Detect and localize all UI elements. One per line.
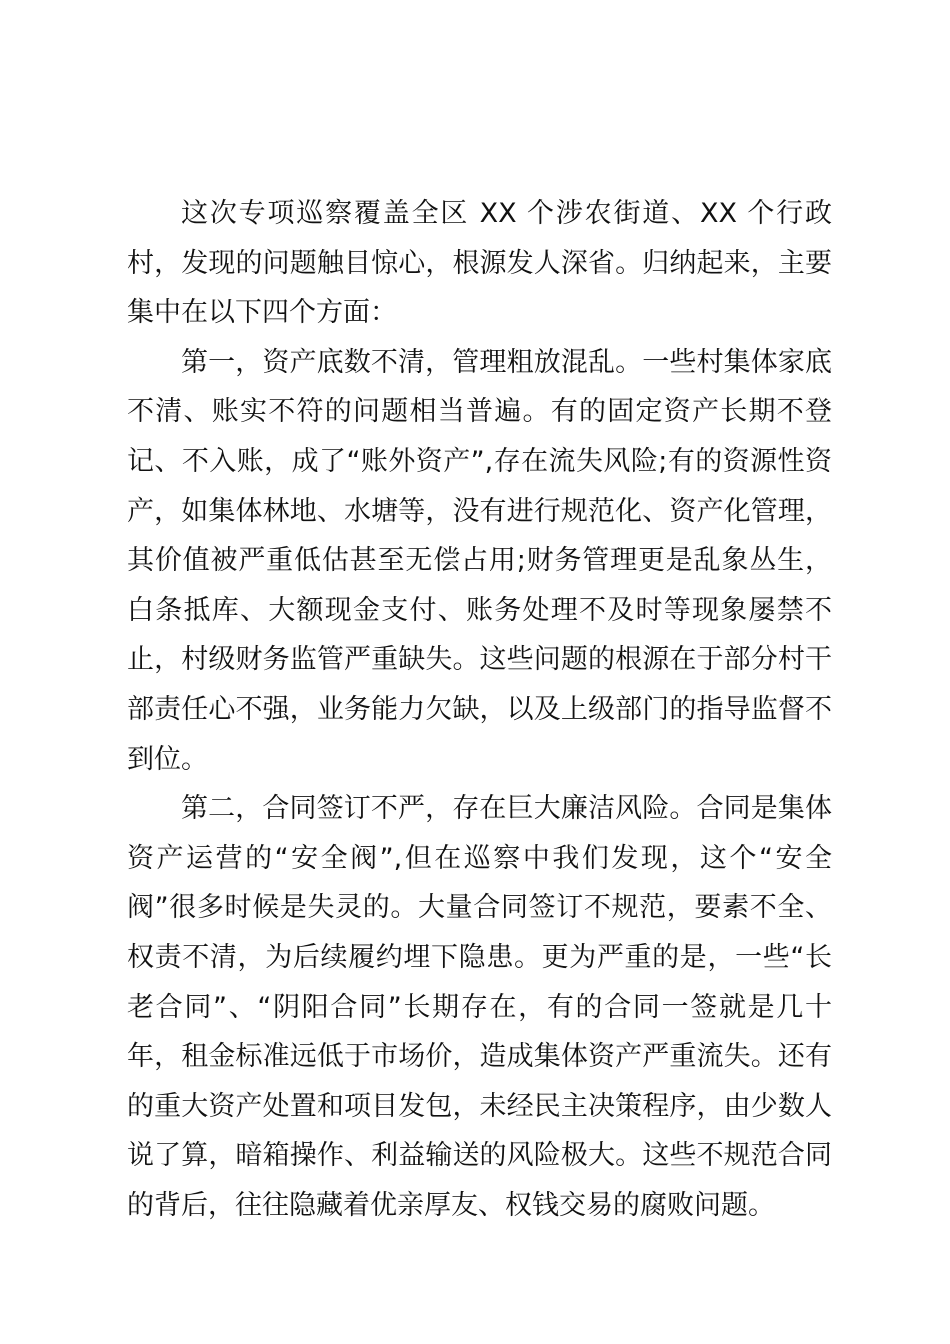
document-body bbox=[127, 189, 832, 1230]
paragraph-first-issue: 第一，资产底数不清，管理粗放混乱。一些村集体家底不清、账实不符的问题相当普遍。有的固定资产长期不登记、不入账，成了“账外资产”,存在流失风险;有的资源性资产，如集体林地、水塘等，没有进行规范化、资产化管理，其价值被严重低估甚至无偿占用;财务管理更是乱象丛生，白条抵库、大额现金支付、账务处理不及时等现象屡禁不止，村级财务监管严重缺失。这些问题的根源在于部分村干部责任心不强，业务能力欠缺，以及上级部门的指导监督不到位。 bbox=[127, 346, 832, 775]
paragraph-intro: 这次专项巡察覆盖全区 XX 个涉农街道、XX 个行政村，发现的问题触目惊心，根源发人深省。归纳起来，主要集中在以下四个方面： bbox=[127, 198, 832, 329]
paragraph-second-issue: 第二，合同签订不严，存在巨大廉洁风险。合同是集体资产运营的“安全阀”,但在巡察中我们发现，这个“安全阀”很多时候是失灵的。大量合同签订不规范，要素不全、权责不清，为后续履约埋下隐患。更为严重的是，一些“长老合同”、“阴阳合同”长期存在，有的合同一签就是几十年，租金标准远低于市场价，造成集体资产严重流失。还有的重大资产处置和项目发包，未经民主决策程序，由少数人说了算，暗箱操作、利益输送的风险极大。这些不规范合同的背后，往往隐藏着优亲厚友、权钱交易的腐败问题。 bbox=[127, 793, 832, 1221]
